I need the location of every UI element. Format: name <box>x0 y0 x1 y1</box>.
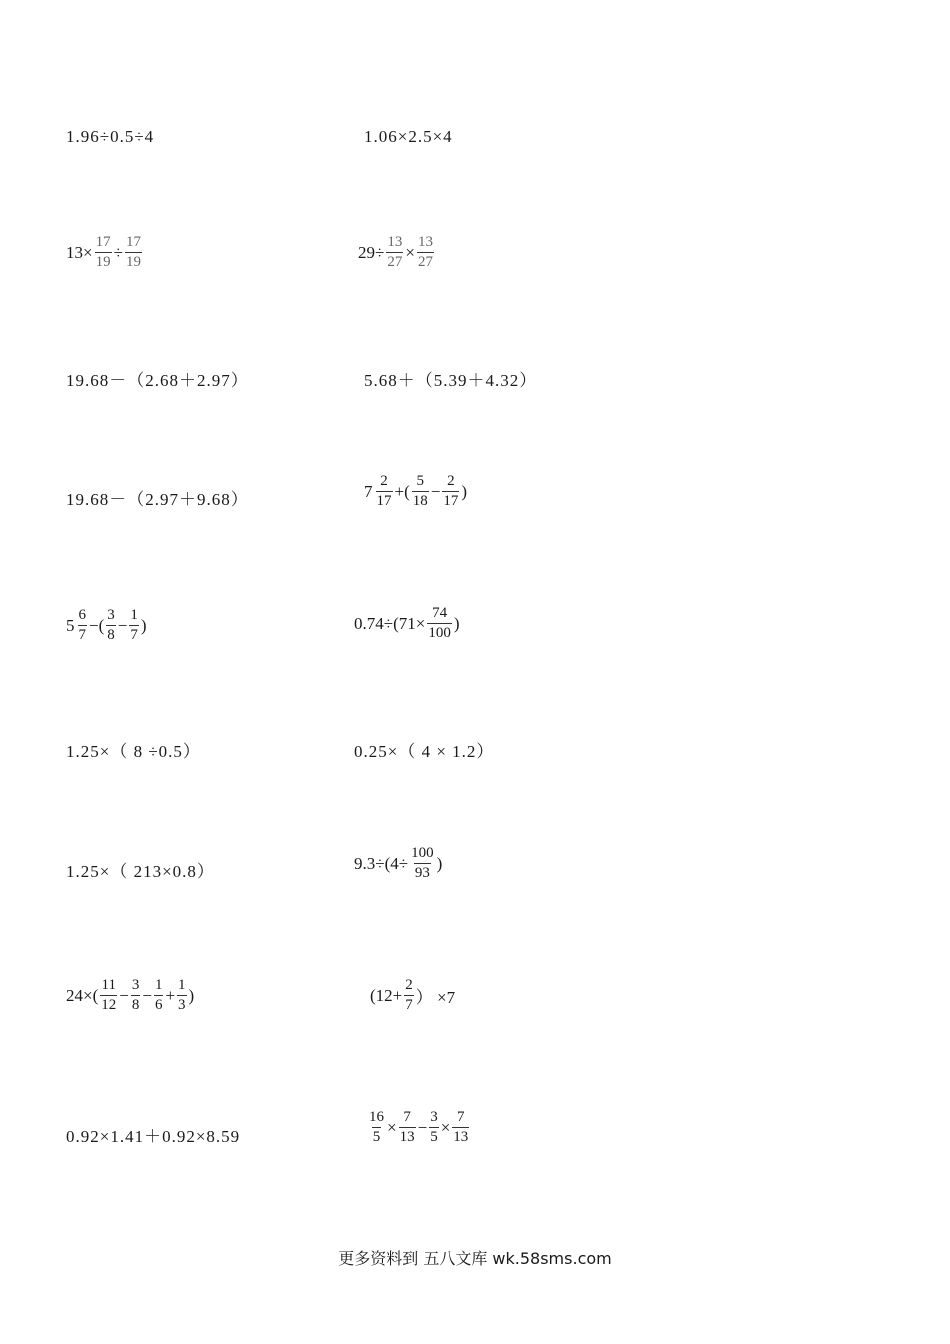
fraction: $\frac{7}{13}$ <box>399 1109 415 1145</box>
problem-r4c2 <box>364 474 467 509</box>
fraction: $\frac{2}{17}$ <box>376 473 392 509</box>
fraction: $\frac{7}{13}$ <box>453 1109 469 1145</box>
problem-r8c1 <box>66 978 194 1013</box>
operator: ) <box>453 613 460 633</box>
problem-r9c1: 0.92×1.41＋0.92×8.59 <box>66 1127 241 1146</box>
fraction: $\frac{13}{27}$ <box>387 234 403 270</box>
fraction: $\frac{1}{7}$ <box>130 607 138 643</box>
operator: ) <box>188 985 195 1005</box>
fraction: $\frac{2}{17}$ <box>443 473 459 509</box>
operator: ÷ <box>113 242 123 262</box>
problem-r5c1 <box>66 608 147 643</box>
operator: − <box>417 1117 428 1137</box>
problem-r2c2 <box>358 235 436 270</box>
fraction: $\frac{13}{27}$ <box>417 234 433 270</box>
problem-r3c2: 5.68＋（5.39＋4.32） <box>364 371 538 390</box>
fraction: $\frac{3}{5}$ <box>430 1109 438 1145</box>
fraction: $\frac{3}{8}$ <box>131 977 140 1013</box>
operator: ) <box>461 481 468 501</box>
problem-r8c2 <box>370 978 455 1013</box>
problem-r1c2: 1.06×2.5×4 <box>364 127 453 146</box>
operator: × <box>387 1117 397 1137</box>
fraction: $\frac{5}{18}$ <box>412 473 428 509</box>
operator: +( <box>394 481 410 501</box>
operator: ) <box>436 853 443 873</box>
fraction: $\frac{17}{19}$ <box>125 234 141 270</box>
problem-r6c1: 1.25×（ 8 ÷0.5） <box>66 742 201 761</box>
fraction: $\frac{100}{93}$ <box>411 845 434 881</box>
operator: − <box>119 985 129 1005</box>
fraction: $\frac{3}{8}$ <box>107 607 115 643</box>
problem-r7c2 <box>354 846 442 881</box>
problem-r6c2: 0.25×（ 4 × 1.2） <box>354 742 495 761</box>
fraction: $\frac{2}{7}$ <box>405 977 413 1013</box>
expr-text: 29÷ <box>358 242 385 262</box>
expr-text: 0.74÷(71× <box>354 613 426 633</box>
operator: − <box>117 615 128 635</box>
operator: −( <box>89 615 105 635</box>
fraction: $\frac{6}{7}$ <box>78 607 86 643</box>
operator: − <box>430 481 441 501</box>
expr-text: ） ×7 <box>415 988 456 1007</box>
operator: + <box>165 985 176 1005</box>
whole-number: 5 <box>66 615 75 635</box>
operator: × <box>440 1117 451 1137</box>
fraction: $\frac{17}{19}$ <box>95 234 111 270</box>
problem-r7c1: 1.25×（ 213×0.8） <box>66 862 215 881</box>
problem-r4c1: 19.68－（2.97＋9.68） <box>66 490 249 509</box>
fraction: $\frac{16}{5}$ <box>369 1109 384 1145</box>
expr-text: (12+ <box>370 985 403 1005</box>
footer-watermark-text: 更多资料到 五八文库 wk.58sms.com <box>338 1249 612 1268</box>
whole-number: 7 <box>364 481 373 501</box>
problem-r1c1: 1.96÷0.5÷4 <box>66 127 155 146</box>
fraction: $\frac{1}{6}$ <box>154 977 163 1013</box>
fraction: $\frac{11}{12}$ <box>101 977 117 1013</box>
operator: × <box>405 242 415 262</box>
fraction: $\frac{74}{100}$ <box>428 605 451 641</box>
problem-r9c2 <box>366 1110 471 1145</box>
expr-text: 24×( <box>66 985 99 1005</box>
expr-text: 13× <box>66 242 93 262</box>
operator: ) <box>140 615 147 635</box>
operator: − <box>142 985 152 1005</box>
expr-text: 9.3÷(4÷ <box>354 853 409 873</box>
problem-r5c2 <box>354 606 460 641</box>
problem-r3c1: 19.68－（2.68＋2.97） <box>66 371 249 390</box>
fraction: $\frac{1}{3}$ <box>178 977 186 1013</box>
problem-r2c1 <box>66 235 144 270</box>
